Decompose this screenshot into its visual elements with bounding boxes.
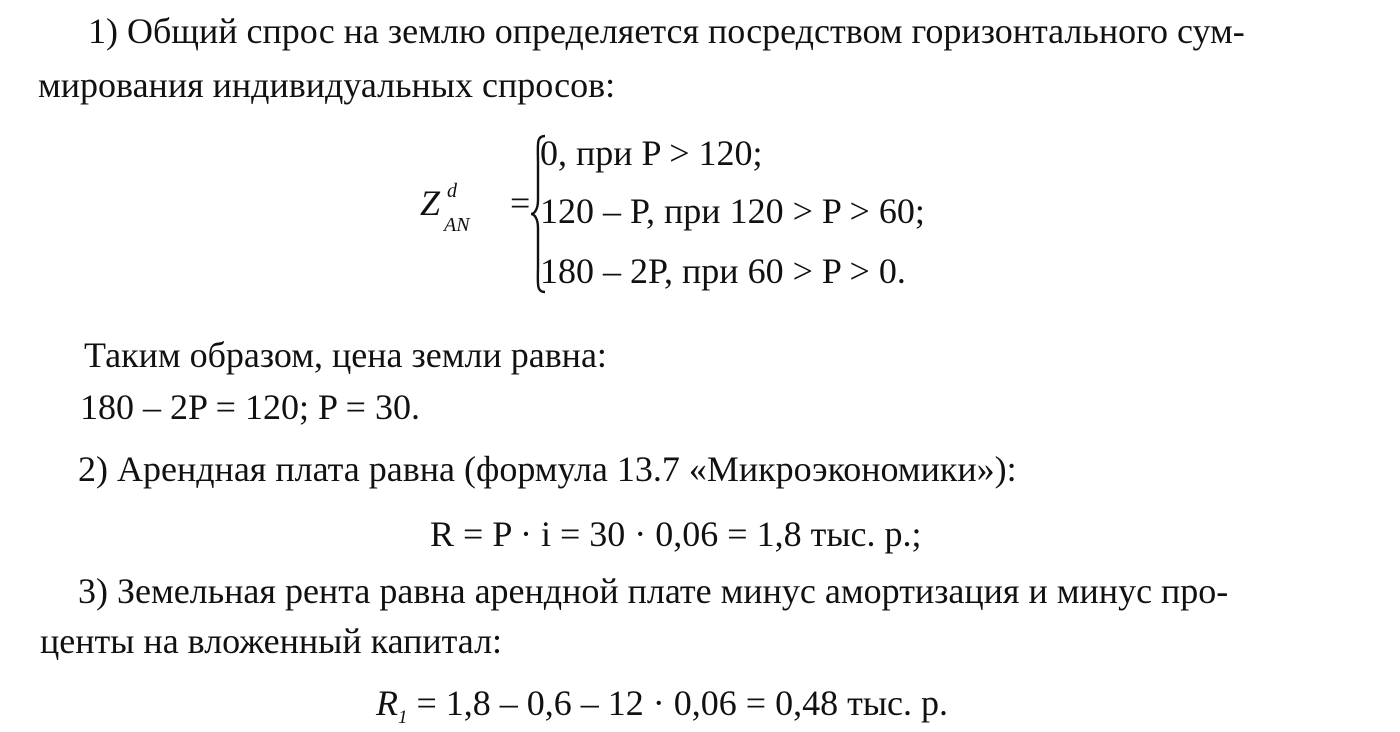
system-lhs: Z d AN — [420, 182, 440, 224]
paragraph-2-line-1: Таким образом, цена земли равна: — [84, 335, 607, 375]
system-equals: = — [510, 183, 531, 223]
land-rent-sub: 1 — [398, 707, 408, 728]
rent-formula: R = P · i = 30 · 0,06 = 1,8 тыс. р.; — [430, 514, 922, 554]
paragraph-2-line-2: 180 – 2P = 120; P = 30. — [80, 387, 420, 427]
paragraph-1-line-2: мирования индивидуальных спросов: — [38, 65, 616, 105]
paragraph-4-line-2: центы на вложенный капитал: — [40, 621, 503, 661]
paragraph-1-line-1: 1) Общий спрос на землю определяется посредством горизонтального сум- — [88, 11, 1245, 51]
land-rent-formula — [376, 682, 948, 731]
system-case-3: 180 – 2P, при 60 > P > 0. — [540, 251, 906, 291]
land-rent-rhs: = 1,8 – 0,6 – 12 · 0,06 = 0,48 тыс. р. — [407, 683, 948, 723]
system-lhs-sub: AN — [444, 214, 470, 236]
land-rent-lhs: R — [376, 683, 398, 723]
paragraph-3-line-1: 2) Арендная плата равна (формула 13.7 «Микроэкономики»): — [78, 449, 1017, 489]
paragraph-4-line-1: 3) Земельная рента равна арендной плате минус амортизация и минус про- — [78, 571, 1229, 611]
demand-system — [420, 128, 1020, 298]
system-lhs-sup: d — [447, 180, 457, 202]
system-case-2: 120 – P, при 120 > P > 60; — [540, 191, 925, 231]
system-case-1: 0, при P > 120; — [540, 133, 763, 173]
